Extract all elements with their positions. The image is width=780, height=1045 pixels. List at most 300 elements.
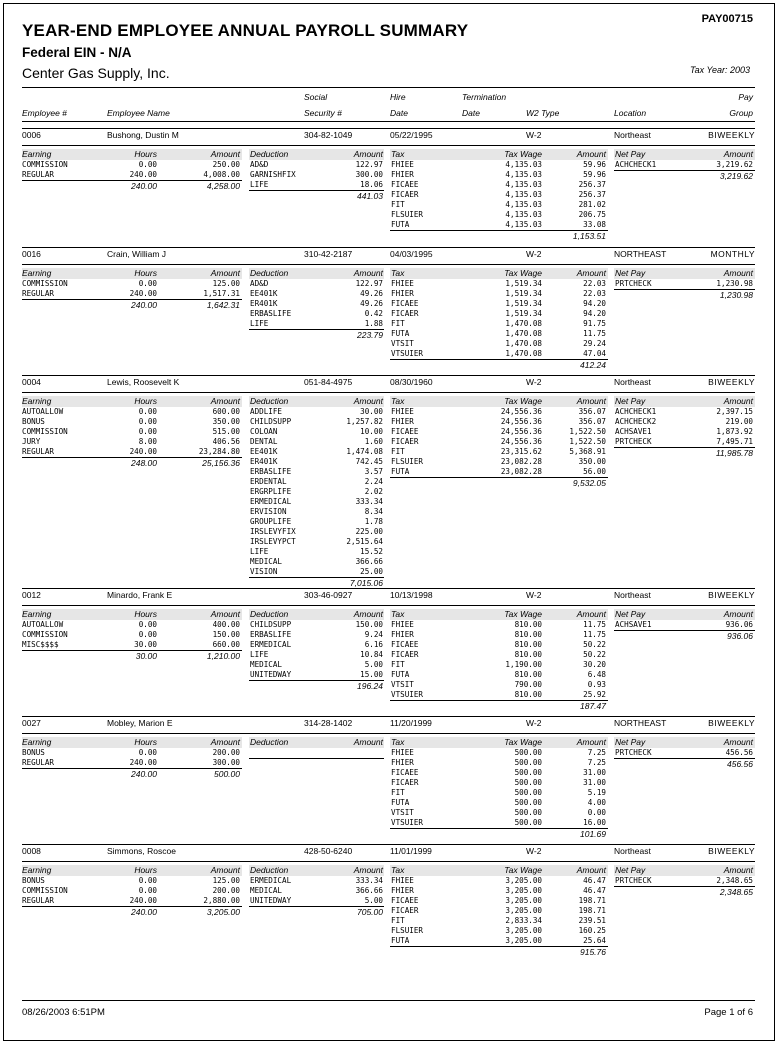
amount-label: Amount	[576, 396, 606, 406]
tax-code: FIT	[391, 319, 405, 328]
earnings-total-amount: 25,156.36	[202, 458, 240, 468]
employee-w2-type: W-2	[526, 718, 542, 728]
header-termination: Termination	[462, 92, 507, 102]
earning-row	[22, 437, 242, 447]
tax-row	[390, 818, 608, 828]
tax-column	[390, 609, 608, 711]
earning-amount: 200.00	[212, 748, 240, 757]
deduction-code: UNITEDWAY	[250, 896, 292, 905]
report-title: YEAR-END EMPLOYEE ANNUAL PAYROLL SUMMARY	[22, 21, 469, 40]
tax-code: FICAER	[391, 906, 419, 915]
deduction-row	[249, 547, 384, 557]
employee-ssn: 051-84-4975	[304, 377, 353, 387]
tax-row	[390, 640, 608, 650]
tax-code: FHIER	[391, 170, 414, 179]
tax-wage: 1,519.34	[505, 289, 542, 298]
earning-hours: 0.00	[138, 620, 157, 629]
deduction-row	[249, 886, 384, 896]
tax-row	[390, 768, 608, 778]
tax-wage: 3,205.00	[505, 886, 542, 895]
earning-row	[22, 407, 242, 417]
amount-label: Amount	[353, 268, 383, 278]
earning-amount: 23,284.80	[198, 447, 240, 456]
earnings-total-amount: 3,205.00	[206, 907, 240, 917]
tax-amount: 256.37	[578, 190, 606, 199]
amount-label: Amount	[353, 396, 383, 406]
tax-row	[390, 299, 608, 309]
netpay-amount: 2,348.65	[716, 876, 753, 885]
employee-hire-date: 11/01/1999	[390, 846, 432, 856]
deduction-row	[249, 620, 384, 630]
tax-row	[390, 690, 608, 700]
earning-hours: 0.00	[138, 876, 157, 885]
tax-header	[390, 865, 608, 876]
tax-wage: 500.00	[514, 778, 542, 787]
netpay-header	[614, 396, 755, 407]
employee-hire-date: 11/20/1999	[390, 718, 432, 728]
deduction-amount: 9.24	[364, 630, 383, 639]
tax-wage: 3,205.00	[505, 876, 542, 885]
amount-label: Amount	[210, 737, 240, 747]
tax-row	[390, 916, 608, 926]
amount-label: Amount	[576, 609, 606, 619]
employee-info-row	[0, 716, 780, 730]
hours-label: Hours	[134, 865, 157, 875]
tax-total-row	[390, 230, 608, 241]
employee-ssn: 310-42-2187	[304, 249, 353, 259]
deduction-code: CHILDSUPP	[250, 417, 292, 426]
netpay-code: PRTCHECK	[615, 279, 652, 288]
report-id: PAY00715	[701, 13, 753, 25]
earnings-column	[22, 609, 242, 661]
tax-header	[390, 396, 608, 407]
employee-separator	[22, 733, 755, 734]
earning-hours: 0.00	[138, 427, 157, 436]
tax-code: VTSIT	[391, 808, 414, 817]
netpay-total: 456.56	[727, 759, 753, 769]
header-hire: Hire	[390, 92, 406, 102]
net-pay-label: Net Pay	[615, 268, 646, 278]
tax-amount: 16.00	[583, 818, 606, 827]
deductions-column	[249, 609, 384, 691]
deduction-row	[249, 477, 384, 487]
tax-row	[390, 788, 608, 798]
tax-amount: 47.04	[583, 349, 606, 358]
netpay-code: ACHCHECK1	[615, 407, 657, 416]
deduction-amount: 10.00	[360, 427, 383, 436]
tax-code: FUTA	[391, 798, 410, 807]
tax-wage: 3,205.00	[505, 896, 542, 905]
employee-name: Lewis, Roosevelt K	[107, 377, 180, 387]
tax-total-row	[390, 946, 608, 957]
tax-row	[390, 906, 608, 916]
tax-code: FICAEE	[391, 768, 419, 777]
tax-row	[390, 670, 608, 680]
netpay-total: 2,348.65	[719, 887, 753, 897]
earning-amount: 515.00	[212, 427, 240, 436]
earnings-total-hours: 30.00	[135, 651, 157, 661]
earnings-total-amount: 500.00	[214, 769, 240, 779]
tax-row	[390, 210, 608, 220]
earnings-total-amount: 4,258.00	[206, 181, 240, 191]
deduction-amount: 1,474.08	[346, 447, 383, 456]
deduction-row	[249, 537, 384, 547]
employee-w2-type: W-2	[526, 130, 542, 140]
netpay-column	[614, 609, 755, 641]
earning-amount: 350.00	[212, 417, 240, 426]
tax-amount: 7.25	[587, 758, 606, 767]
tax-amount: 350.00	[578, 457, 606, 466]
tax-row	[390, 447, 608, 457]
deduction-row	[249, 497, 384, 507]
earning-row	[22, 447, 242, 457]
earnings-total-row	[22, 180, 242, 191]
tax-wage: 1,519.34	[505, 309, 542, 318]
deduction-amount: 18.06	[360, 180, 383, 189]
tax-row	[390, 680, 608, 690]
tax-row	[390, 808, 608, 818]
deduction-code: VISION	[250, 567, 278, 576]
tax-row	[390, 876, 608, 886]
earning-amount: 150.00	[212, 630, 240, 639]
employee-name: Minardo, Frank E	[107, 590, 173, 600]
amount-label: Amount	[210, 396, 240, 406]
deduction-row	[249, 567, 384, 577]
tax-code: VTSUIER	[391, 349, 424, 358]
netpay-total-row	[614, 289, 755, 300]
earnings-total-row	[22, 650, 242, 661]
tax-wage-label: Tax Wage	[504, 865, 542, 875]
earning-row	[22, 417, 242, 427]
earning-code: REGULAR	[22, 289, 55, 298]
earning-row	[22, 620, 242, 630]
deduction-row	[249, 896, 384, 906]
earning-label: Earning	[22, 865, 52, 875]
tax-wage: 500.00	[514, 758, 542, 767]
deduction-label: Deduction	[250, 609, 289, 619]
tax-wage: 500.00	[514, 768, 542, 777]
deductions-header	[249, 268, 384, 279]
earning-code: MISC$$$$	[22, 640, 59, 649]
tax-row	[390, 407, 608, 417]
tax-code: FIT	[391, 447, 405, 456]
amount-label: Amount	[576, 865, 606, 875]
employee-pay-group: BIWEEKLY	[708, 590, 755, 600]
tax-wage: 1,470.08	[505, 349, 542, 358]
deduction-amount: 1.60	[364, 437, 383, 446]
deduction-code: LIFE	[250, 547, 269, 556]
tax-wage: 810.00	[514, 630, 542, 639]
employee-location: Northeast	[614, 590, 651, 600]
tax-column	[390, 396, 608, 488]
netpay-amount: 1,230.98	[716, 279, 753, 288]
amount-label: Amount	[723, 865, 753, 875]
tax-wage: 1,470.08	[505, 339, 542, 348]
amount-label: Amount	[210, 268, 240, 278]
netpay-column	[614, 865, 755, 897]
earnings-total-hours: 240.00	[131, 907, 157, 917]
hours-label: Hours	[134, 609, 157, 619]
tax-total-row	[390, 828, 608, 839]
tax-amount: 33.08	[583, 220, 606, 229]
tax-label: Tax	[391, 609, 405, 619]
deduction-code: DENTAL	[250, 437, 278, 446]
employee-w2-type: W-2	[526, 846, 542, 856]
deduction-code: COLOAN	[250, 427, 278, 436]
amount-label: Amount	[723, 149, 753, 159]
netpay-code: ACHSAVE1	[615, 427, 652, 436]
netpay-code: PRTCHECK	[615, 748, 652, 757]
deduction-code: UNITEDWAY	[250, 670, 292, 679]
deductions-header	[249, 865, 384, 876]
earning-code: REGULAR	[22, 896, 55, 905]
earning-hours: 30.00	[134, 640, 157, 649]
deduction-code: LIFE	[250, 319, 269, 328]
tax-wage: 2,833.34	[505, 916, 542, 925]
earning-hours: 0.00	[138, 886, 157, 895]
earning-row	[22, 896, 242, 906]
earning-hours: 240.00	[129, 447, 157, 456]
header-social: Social	[304, 92, 328, 102]
tax-code: VTSUIER	[391, 690, 424, 699]
employee-w2-type: W-2	[526, 249, 542, 259]
deduction-code: ERGRPLIFE	[250, 487, 292, 496]
employee-separator	[22, 861, 755, 862]
tax-label: Tax	[391, 396, 405, 406]
netpay-header	[614, 865, 755, 876]
tax-amount: 1,522.50	[569, 427, 606, 436]
net-pay-label: Net Pay	[615, 149, 646, 159]
deductions-total: 705.00	[357, 907, 383, 917]
tax-wage: 500.00	[514, 798, 542, 807]
deduction-code: GARNISHFIX	[250, 170, 296, 179]
tax-amount: 0.93	[587, 680, 606, 689]
netpay-total: 3,219.62	[719, 171, 753, 181]
deduction-label: Deduction	[250, 865, 289, 875]
netpay-amount: 219.00	[725, 417, 753, 426]
earning-amount: 600.00	[212, 407, 240, 416]
netpay-total-row	[614, 886, 755, 897]
header-group: Group	[729, 108, 753, 118]
tax-amount: 29.24	[583, 339, 606, 348]
tax-row	[390, 220, 608, 230]
employee-w2-type: W-2	[526, 590, 542, 600]
amount-label: Amount	[576, 268, 606, 278]
tax-year: Tax Year: 2003	[689, 65, 750, 75]
tax-wage: 23,082.28	[500, 457, 542, 466]
deduction-row	[249, 650, 384, 660]
netpay-row	[614, 748, 755, 758]
tax-code: FIT	[391, 200, 405, 209]
deduction-row	[249, 319, 384, 329]
deduction-row	[249, 630, 384, 640]
amount-label: Amount	[723, 737, 753, 747]
tax-header	[390, 149, 608, 160]
tax-label: Tax	[391, 268, 405, 278]
tax-row	[390, 778, 608, 788]
tax-code: FLSUIER	[391, 457, 424, 466]
tax-wage: 1,519.34	[505, 299, 542, 308]
earning-row	[22, 427, 242, 437]
header-ssn: Security #	[304, 108, 342, 118]
netpay-total: 11,985.78	[715, 448, 753, 458]
tax-row	[390, 758, 608, 768]
earning-hours: 240.00	[129, 170, 157, 179]
amount-label: Amount	[576, 737, 606, 747]
deduction-row	[249, 417, 384, 427]
earning-hours: 0.00	[138, 748, 157, 757]
deduction-code: ERVISION	[250, 507, 287, 516]
header-hire-date: Date	[390, 108, 408, 118]
employee-location: Northeast	[614, 130, 651, 140]
tax-wage: 23,082.28	[500, 467, 542, 476]
deduction-amount: 1.88	[364, 319, 383, 328]
deduction-row	[249, 180, 384, 190]
tax-amount: 46.47	[583, 876, 606, 885]
netpay-row	[614, 876, 755, 886]
netpay-column	[614, 737, 755, 769]
tax-amount: 239.51	[578, 916, 606, 925]
deduction-amount: 122.97	[355, 279, 383, 288]
tax-amount: 94.20	[583, 309, 606, 318]
tax-total-row	[390, 700, 608, 711]
tax-amount: 25.92	[583, 690, 606, 699]
tax-wage-label: Tax Wage	[504, 396, 542, 406]
employee-num: 0027	[22, 718, 41, 728]
tax-column	[390, 268, 608, 370]
tax-row	[390, 650, 608, 660]
earning-amount: 300.00	[212, 758, 240, 767]
tax-wage: 1,470.08	[505, 319, 542, 328]
deduction-amount: 150.00	[355, 620, 383, 629]
deduction-code: ERBASLIFE	[250, 467, 292, 476]
tax-row	[390, 200, 608, 210]
tax-code: FHIER	[391, 289, 414, 298]
tax-header	[390, 268, 608, 279]
tax-column	[390, 149, 608, 241]
netpay-column	[614, 268, 755, 300]
tax-row	[390, 936, 608, 946]
earning-code: COMMISSION	[22, 630, 68, 639]
tax-row	[390, 467, 608, 477]
tax-amount: 50.22	[583, 650, 606, 659]
earning-amount: 125.00	[212, 279, 240, 288]
earning-amount: 2,880.00	[203, 896, 240, 905]
employee-info-row	[0, 844, 780, 858]
earning-label: Earning	[22, 149, 52, 159]
tax-label: Tax	[391, 865, 405, 875]
earnings-column	[22, 149, 242, 191]
netpay-total: 1,230.98	[719, 290, 753, 300]
netpay-total-row	[614, 758, 755, 769]
tax-total: 412.24	[580, 360, 606, 370]
tax-row	[390, 427, 608, 437]
earning-hours: 240.00	[129, 289, 157, 298]
netpay-row	[614, 279, 755, 289]
deduction-code: ERMEDICAL	[250, 876, 292, 885]
deductions-total-row	[249, 190, 384, 201]
tax-code: FICAER	[391, 437, 419, 446]
deductions-total: 7,015.06	[349, 578, 383, 588]
earnings-header	[22, 268, 242, 279]
tax-row	[390, 279, 608, 289]
earning-hours: 8.00	[138, 437, 157, 446]
earning-hours: 240.00	[129, 896, 157, 905]
employee-info-row	[0, 128, 780, 142]
tax-wage: 1,470.08	[505, 329, 542, 338]
earnings-header	[22, 149, 242, 160]
employee-hire-date: 04/03/1995	[390, 249, 433, 259]
print-timestamp: 08/26/2003 6:51PM	[22, 1007, 105, 1018]
tax-amount: 94.20	[583, 299, 606, 308]
deduction-row	[249, 160, 384, 170]
netpay-amount: 456.56	[725, 748, 753, 757]
earnings-total-amount: 1,210.00	[206, 651, 240, 661]
tax-row	[390, 620, 608, 630]
employee-pay-group: BIWEEKLY	[708, 377, 755, 387]
tax-row	[390, 630, 608, 640]
netpay-code: ACHCHECK1	[615, 160, 657, 169]
tax-code: FUTA	[391, 670, 410, 679]
tax-row	[390, 180, 608, 190]
tax-code: VTSIT	[391, 339, 414, 348]
tax-code: FHIEE	[391, 407, 414, 416]
earning-code: REGULAR	[22, 758, 55, 767]
deductions-header	[249, 737, 384, 748]
tax-wage: 500.00	[514, 818, 542, 827]
netpay-header	[614, 609, 755, 620]
tax-code: FIT	[391, 788, 405, 797]
tax-column	[390, 737, 608, 839]
tax-label: Tax	[391, 149, 405, 159]
deduction-label: Deduction	[250, 396, 289, 406]
netpay-header	[614, 268, 755, 279]
netpay-total: 936.06	[727, 631, 753, 641]
deduction-amount: 1,257.82	[346, 417, 383, 426]
earning-amount: 1,517.31	[203, 289, 240, 298]
deduction-label: Deduction	[250, 268, 289, 278]
employee-name: Mobley, Marion E	[107, 718, 173, 728]
header-pay: Pay	[738, 92, 753, 102]
employee-separator	[22, 605, 755, 606]
tax-amount: 356.07	[578, 417, 606, 426]
netpay-code: ACHCHECK2	[615, 417, 657, 426]
netpay-amount: 1,873.92	[716, 427, 753, 436]
tax-wage: 3,205.00	[505, 926, 542, 935]
tax-code: FIT	[391, 916, 405, 925]
hours-label: Hours	[134, 149, 157, 159]
deduction-row	[249, 517, 384, 527]
tax-code: FHIER	[391, 630, 414, 639]
deduction-code: ADDLIFE	[250, 407, 283, 416]
tax-code: FLSUIER	[391, 210, 424, 219]
deduction-row	[249, 876, 384, 886]
deduction-code: EE401K	[250, 447, 278, 456]
company-name: Center Gas Supply, Inc.	[22, 65, 170, 81]
tax-wage: 23,315.62	[500, 447, 542, 456]
deductions-column	[249, 737, 384, 769]
tax-amount: 30.20	[583, 660, 606, 669]
tax-row	[390, 309, 608, 319]
deduction-code: ERBASLIFE	[250, 309, 292, 318]
tax-wage: 1,190.00	[505, 660, 542, 669]
earnings-total-row	[22, 457, 242, 468]
tax-amount: 22.03	[583, 289, 606, 298]
tax-total: 915.76	[580, 947, 606, 957]
deduction-row	[249, 640, 384, 650]
earnings-total-hours: 240.00	[131, 769, 157, 779]
earnings-total-row	[22, 299, 242, 310]
